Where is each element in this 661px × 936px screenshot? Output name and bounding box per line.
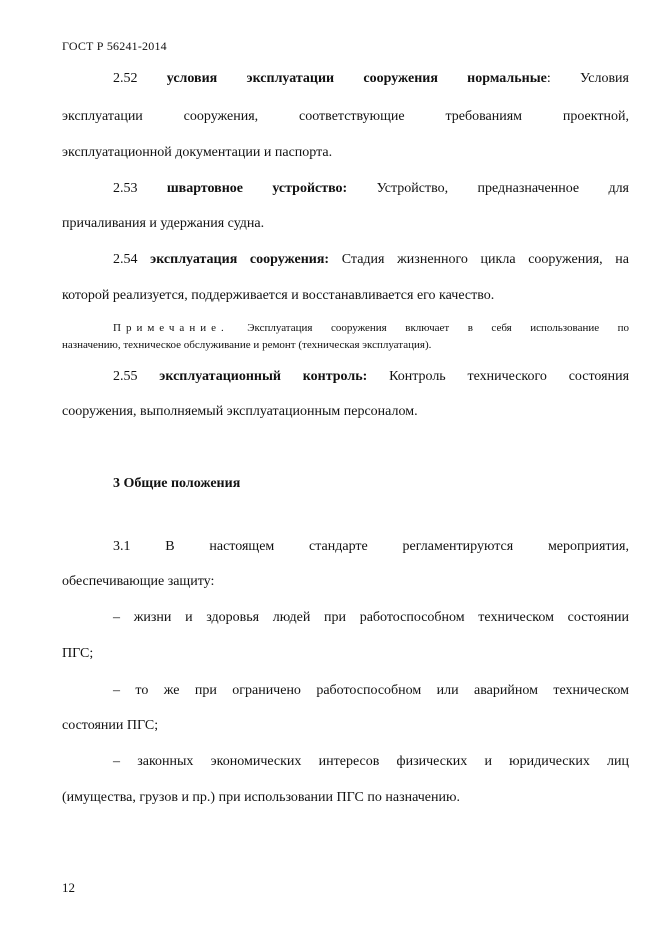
item-number: 2.55 [113, 369, 138, 384]
bullet-2-line-2: состоянии ПГС; [62, 718, 159, 733]
term: условия эксплуатации сооружения нормальные [166, 71, 547, 86]
bullet-1-line-2: ПГС; [62, 646, 94, 661]
section-heading: 3 Общие положения [113, 476, 241, 491]
item-2-55-line-1 [113, 369, 629, 385]
item-2-54-line-2: которой реализуется, поддерживается и восстанавливается его качество. [62, 288, 495, 303]
definition-start: Устройство, предназначенное для [376, 181, 629, 196]
bullet-2-line-1: – то же при ограничено работоспособном или аварийном техническом [113, 683, 629, 698]
item-number: 2.53 [113, 181, 138, 196]
document-code: ГОСТ Р 56241-2014 [62, 39, 167, 53]
bullet-3-line-2: (имущества, грузов и пр.) при использовании ПГС по назначению. [62, 790, 460, 805]
bullet-3-line-1: – законных экономических интересов физических и юридических лиц [113, 754, 629, 769]
item-2-53-line-2: причаливания и удержания судна. [62, 216, 265, 231]
note-label: Примечание. [113, 322, 229, 334]
page-number: 12 [62, 880, 75, 895]
definition-start: Стадия жизненного цикла сооружения, на [341, 252, 630, 267]
term: швартовное устройство: [166, 181, 348, 196]
item-2-55-line-2: сооружения, выполняемый эксплуатационным персоналом. [62, 404, 418, 419]
item-2-54-line-1 [113, 252, 629, 268]
term: эксплуатационный контроль: [159, 369, 368, 384]
item-number: 2.52 [113, 71, 138, 86]
item-2-53-line-1 [113, 181, 629, 197]
item-2-52-line-1 [113, 71, 629, 87]
note-text: Эксплуатация сооружения включает в себя использование по [247, 322, 630, 334]
item-2-52-line-2: эксплуатации сооружения, соответствующие требованиям проектной, [62, 109, 629, 124]
para-3-1-line-1: 3.1 В настоящем стандарте регламентируются мероприятия, [113, 539, 629, 554]
term: эксплуатация сооружения: [150, 252, 330, 267]
definition-start: Контроль технического состояния [389, 369, 630, 384]
note-line-1 [113, 322, 629, 335]
item-number: 2.54 [113, 252, 138, 267]
note-line-2: назначению, техническое обслуживание и ремонт (техническая эксплуатация). [62, 339, 432, 351]
bullet-1-line-1: – жизни и здоровья людей при работоспособном техническом состоянии [113, 610, 629, 625]
item-2-52-line-3: эксплуатационной документации и паспорта. [62, 145, 333, 160]
definition-start: : Условия [546, 71, 629, 86]
para-3-1-line-2: обеспечивающие защиту: [62, 574, 215, 589]
